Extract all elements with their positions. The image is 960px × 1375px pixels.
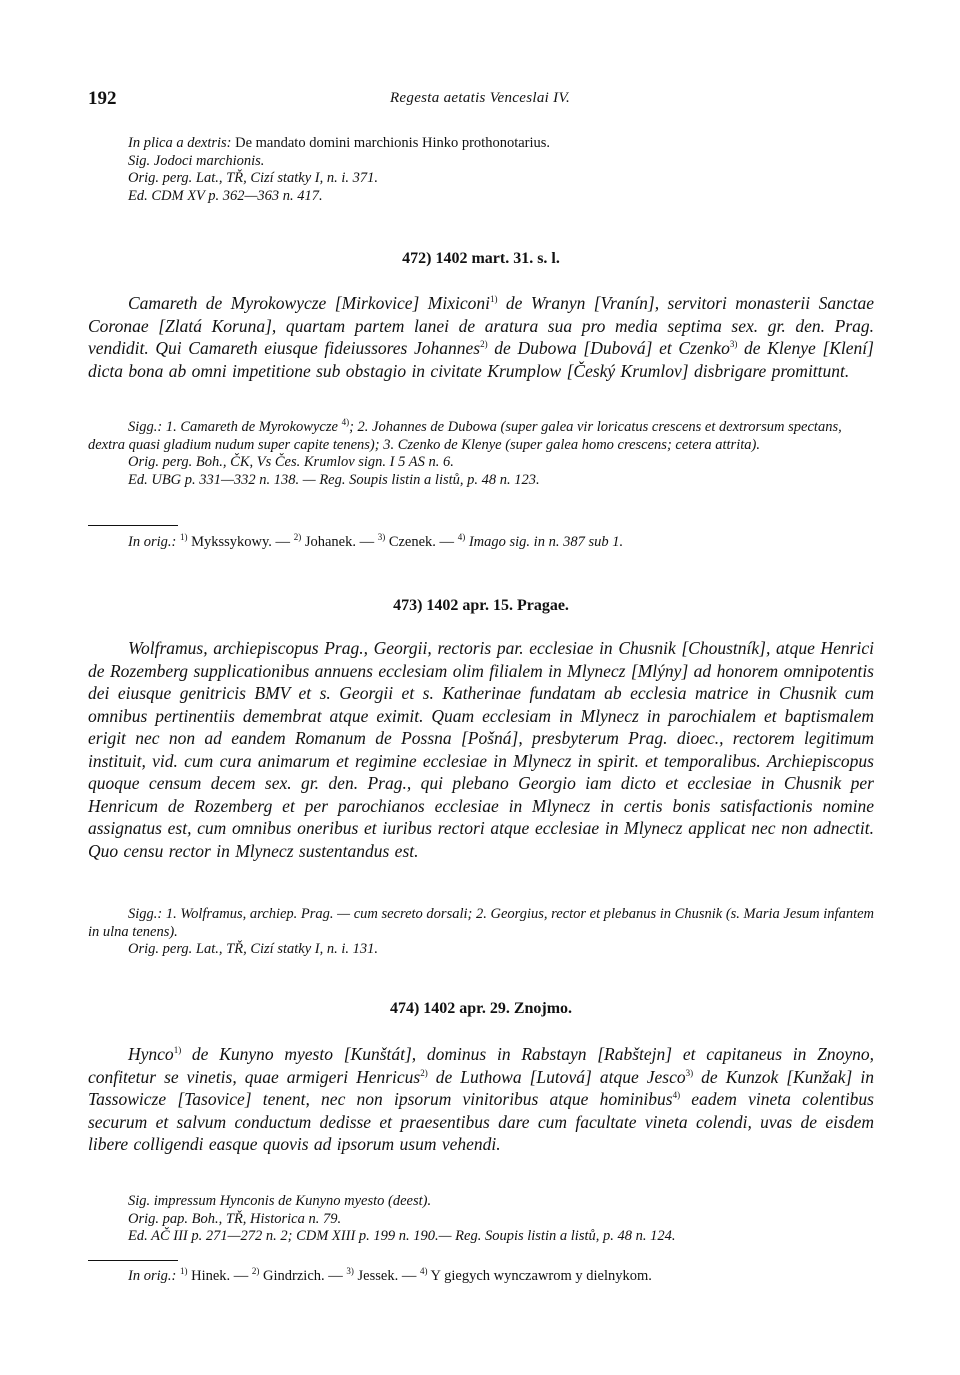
entry-472-text — [88, 292, 874, 382]
plica-text: De mandato domini marchionis Hinko prothonotarius. — [235, 135, 551, 151]
entry-472-body — [88, 292, 874, 382]
text-segment: de Dubowa [Dubová] et Czenko — [487, 338, 730, 358]
footnote-ref: 1) — [489, 294, 498, 305]
entry-474-body — [88, 1043, 874, 1156]
footnote-text: Hinek. — — [187, 1268, 252, 1284]
footnote-ref: 1) — [179, 1266, 188, 1277]
footnote-ref: 4) — [341, 417, 350, 428]
footnote-ref: 4) — [457, 532, 466, 543]
footnote-ref: 3) — [346, 1266, 354, 1277]
text-segment: Camareth de Myrokowycze [Mirkovice] Mixiconi — [128, 293, 490, 313]
footnote-ref: 3) — [377, 532, 386, 543]
text-segment: de Wranyn [Vranín], servitori monasterii Sanctae Coronae [Zlatá Koruna], quartam partem lanei de aratura sua pro media septima sex. gr. den. Prag. vendidit. Qui Camareth eiusque fideiussores Johannes — [88, 293, 875, 358]
footnote-ref: 4) — [672, 1090, 681, 1101]
entry-473-title: 473) 1402 apr. 15. Pragae. — [393, 597, 569, 614]
sigg-note — [88, 419, 874, 454]
text-segment: eadem vineta colentibus securum et salvum conductum dedisse et praesentibus dare cum facultate vineta colendi, uvas de eisdem libere colligendi easque quovis ad ipsorum usum vehendi. — [88, 1089, 874, 1154]
footnote-ref: 2) — [480, 339, 488, 350]
orig-note: Orig. perg. Boh., ČK, Vs Čes. Krumlov sign. I 5 AS n. 6. — [128, 454, 454, 471]
ed-note: Ed. AČ III p. 271—272 n. 2; CDM XIII p. 199 n. 190.— Reg. Soupis listin a listů, p. 48 n. 124. — [128, 1228, 676, 1245]
text-segment: ; 2. Johannes de Dubowa (super galea vir loricatus crescens et dextrorsum spectans, dextra quasi gladium nudum super capite tenens); 3. Czenko de Klenye (super galea homo crescens; cetera attrita). — [88, 419, 842, 453]
entry-474-title: 474) 1402 apr. 29. Znojmo. — [389, 1000, 573, 1017]
entry-474-text — [88, 1043, 874, 1156]
sigg-note: Sigg.: 1. Wolframus, archiep. Prag. — cum secreto dorsali; 2. Georgius, rector et plebanus in Chusnik (s. Maria Jesum infantem in ulna tenens). — [88, 906, 875, 940]
notes-label: In orig.: — [128, 1268, 177, 1284]
text-segment: de Kunyno myesto [Kunštát], dominus in Rabstayn [Rabštejn] et capitaneus in Znoyno, confitetur se vinetis, quae armigeri Henricus — [88, 1044, 874, 1087]
orig-note: Orig. perg. Lat., TŘ, Cizí statky I, n. i. 131. — [128, 941, 378, 958]
footnote-ref: 1) — [173, 1045, 182, 1056]
footnote-text: Gindrzich. — — [259, 1268, 347, 1284]
plica-note — [88, 135, 874, 153]
notes-label: In orig.: — [128, 534, 177, 550]
ed-note: Ed. UBG p. 331—332 n. 138. — Reg. Soupis listin a listů, p. 48 n. 123. — [128, 471, 540, 488]
footnote-text: Y giegych wynczawrom y dielnykom. — [427, 1268, 652, 1284]
footnote-ref: 3) — [685, 1067, 694, 1078]
entry-472-footnotes — [88, 533, 914, 551]
footnote-ref: 3) — [729, 339, 738, 350]
entry-474-apparatus — [88, 1193, 874, 1246]
footnote-text: Imago sig. in n. 387 sub 1. — [465, 534, 624, 550]
footnote-ref: 4) — [419, 1266, 428, 1277]
ed-note: Ed. CDM XV p. 362—363 n. 417. — [128, 187, 323, 204]
text-segment: de Kunzok [Kunžak] in Tassowicze [Tasovice] tenent, nec non ipsorum vinitoribus atque hominibus — [88, 1066, 874, 1109]
entry-472-apparatus — [88, 419, 874, 489]
footnote-ref: 2) — [251, 1266, 260, 1277]
orig-note: Orig. perg. Lat., TŘ, Cizí statky I, n. i. 371. — [128, 170, 378, 187]
footnote-rule — [88, 1260, 178, 1261]
footnote-ref: 2) — [420, 1067, 428, 1078]
entry-472-title: 472) 1402 mart. 31. s. l. — [402, 250, 560, 267]
orig-note: Orig. pap. Boh., TŘ, Historica n. 79. — [128, 1210, 342, 1227]
page-header — [88, 88, 872, 112]
entry-473-text: Wolframus, archiepiscopus Prag., Georgii, rectoris par. ecclesiae in Chusnik [Choustník], atque Henrici de Rozemberg supplicationibus annuens ecclesiam olim filialem in Mlynecz [Mlýny] ad honorem omnipotentis dei eiusque genitricis BMV et s. Georgii et s. Katherinae fundatam ab ecclesia matrice in Chusnik cum omnibus pertinentiis demembrat atque eximit. Quam ecclesiam in Mlynecz in parochialem et baptismalem erigit nec non ad eandem Romanum de Possna [Pošná], presbyterum Prag. dioec., rectorem legitimum instituit, vid. cum cura animarum et regimine ecclesiae in Mlynecz in spirit. et temporalibus. Archiepiscopus quoque censum decem sex. gr. den. Prag., qui plebano Georgio iam dicto et ecclesiae in Chusnik per Henricum de Rozemberg et per parochianos ecclesiae in Mlynecz in certis bonis satisfactionis nomine assignatus est, cum omnibus oneribus et iuribus rectori atque ecclesiae in Mlynecz applicat nec non adnectit. Quo censu rector in Mlynecz sustentandus est. — [88, 638, 874, 861]
top-apparatus — [88, 135, 874, 205]
footnote-text: Johanek. — — [301, 534, 378, 550]
entry-473-body — [88, 637, 874, 862]
entry-474-footnotes — [88, 1267, 914, 1285]
running-title: Regesta aetatis Venceslai IV. — [389, 90, 571, 106]
text-segment: de Klenye [Klení] dicta bona ab omni impetitione sub obstagio in civitate Krumplow [Český Krumlov] disbrigare promittunt. — [88, 338, 874, 381]
text-segment: de Luthowa [Lutová] atque Jesco — [427, 1066, 686, 1087]
text-segment: Sigg.: 1. Camareth de Myrokowycze — [128, 419, 342, 435]
footnote-text: Jessek. — — [353, 1268, 420, 1284]
entry-473-apparatus — [88, 906, 874, 959]
sig-note: Sig. impressum Hynconis de Kunyno myesto (deest). — [128, 1193, 432, 1209]
page-number: 192 — [88, 88, 117, 109]
footnote-rule — [88, 525, 178, 526]
footnote-text: Czenek. — — [385, 534, 458, 550]
footnote-text: Mykssykowy. — — [187, 534, 294, 550]
footnote-ref: 1) — [179, 532, 188, 543]
text-segment: Hynco — [128, 1044, 174, 1064]
plica-label: In plica a dextris: — [128, 135, 232, 151]
sig-note: Sig. Jodoci marchionis. — [128, 152, 265, 169]
footnote-ref: 2) — [293, 532, 302, 543]
